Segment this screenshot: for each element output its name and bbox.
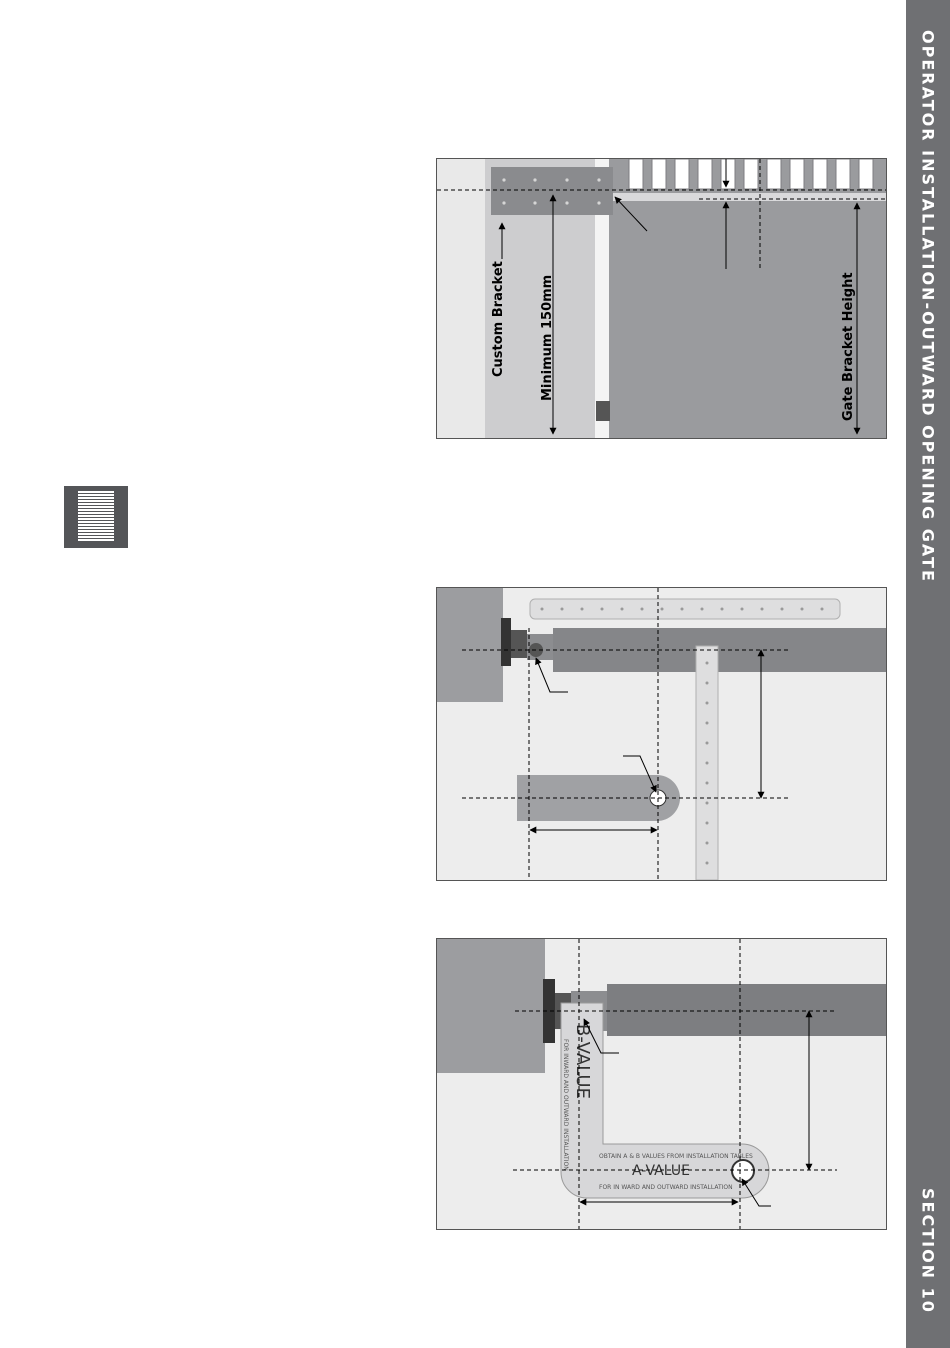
hinge [596, 401, 610, 421]
label-b-value: B-VALUE [572, 1024, 593, 1099]
pillar [437, 588, 503, 702]
section-number: SECTION 10 [918, 1188, 938, 1314]
label-minimum-150mm: Minimum 150mm [540, 274, 555, 401]
figure-bracket-height [436, 158, 887, 439]
figure-template-values [436, 938, 887, 1230]
note-icon [64, 486, 128, 548]
figure-template-values-drawing [437, 939, 886, 1229]
pillar [437, 939, 545, 1073]
label-a-value: A-VALUE [632, 1163, 690, 1179]
figure-bracket-height-drawing [437, 159, 886, 438]
template-text-obtain: OBTAIN A & B VALUES FROM INSTALLATION TABLES [599, 1153, 753, 1160]
section-title: OPERATOR INSTALLATION-OUTWARD OPENING GATE [918, 30, 938, 583]
label-custom-bracket: Custom Bracket [491, 261, 506, 377]
operator-arm [607, 984, 886, 1036]
label-gate-bracket-height: Gate Bracket Height [841, 272, 856, 421]
ruler-horizontal [530, 599, 840, 619]
section-sidebar [906, 0, 950, 1348]
custom-bracket [491, 167, 613, 215]
template-text-inward-outward: FOR IN WARD AND OUTWARD INSTALLATION [599, 1184, 733, 1191]
figure-measure-rulers [436, 587, 887, 881]
template-text-vertical: FOR INWARD AND OUTWARD INSTALLATION [562, 1039, 569, 1171]
note-paper-lines [78, 491, 114, 542]
figure-measure-rulers-drawing [437, 588, 886, 880]
